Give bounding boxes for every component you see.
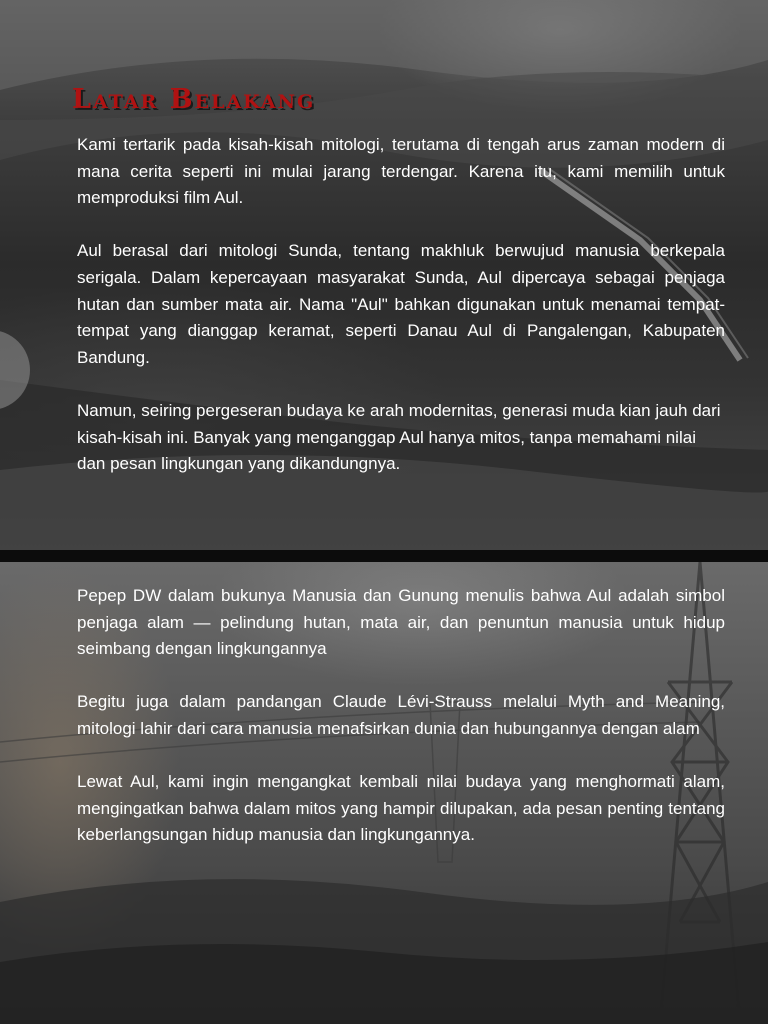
bottom-background-photo bbox=[0, 562, 768, 1024]
paragraph: Begitu juga dalam pandangan Claude Lévi-Strauss melalui Myth and Meaning, mitologi lahir dari cara manusia menafsirkan dunia dan hubungannya dengan alam bbox=[77, 692, 725, 738]
paragraph: Aul berasal dari mitologi Sunda, tentang makhluk berwujud manusia berkepala serigala. Dalam kepercayaan masyarakat Sunda, Aul dipercaya sebagai penjaga hutan dan sumber mata air. Nama "Aul" bahkan digunakan untuk menamai tempat-tempat yang dianggap keramat, seperti Danau Aul di Pangalengan, Kabupaten Bandung. bbox=[77, 241, 725, 367]
section-divider bbox=[0, 550, 768, 562]
background-text-block bbox=[77, 132, 725, 504]
reference-text-block bbox=[77, 583, 725, 876]
paragraph: Kami tertarik pada kisah-kisah mitologi, terutama di tengah arus zaman modern di mana cerita seperti ini mulai jarang terdengar. Karena itu, kami memilih untuk memproduksi film Aul. bbox=[77, 135, 725, 208]
paragraph: Lewat Aul, kami ingin mengangkat kembali nilai budaya yang menghormati alam, mengingatkan bahwa dalam mitos yang hampir dilupakan, ada pesan penting tentang keberlangsungan hidup manusia dan lingkungannya. bbox=[77, 772, 725, 845]
page-title: Latar Belakang bbox=[72, 84, 316, 115]
paragraph: Pepep DW dalam bukunya Manusia dan Gunung menulis bahwa Aul adalah simbol penjaga alam — pelindung hutan, mata air, dan penuntun manusia untuk hidup seimbang dengan lingkungannya bbox=[77, 586, 725, 659]
paragraph: Namun, seiring pergeseran budaya ke arah modernitas, generasi muda kian jauh dari kisah-kisah ini. Banyak yang menganggap Aul hanya mitos, tanpa memahami nilai dan pesan lingkungan yang dikandungnya. bbox=[77, 400, 721, 474]
